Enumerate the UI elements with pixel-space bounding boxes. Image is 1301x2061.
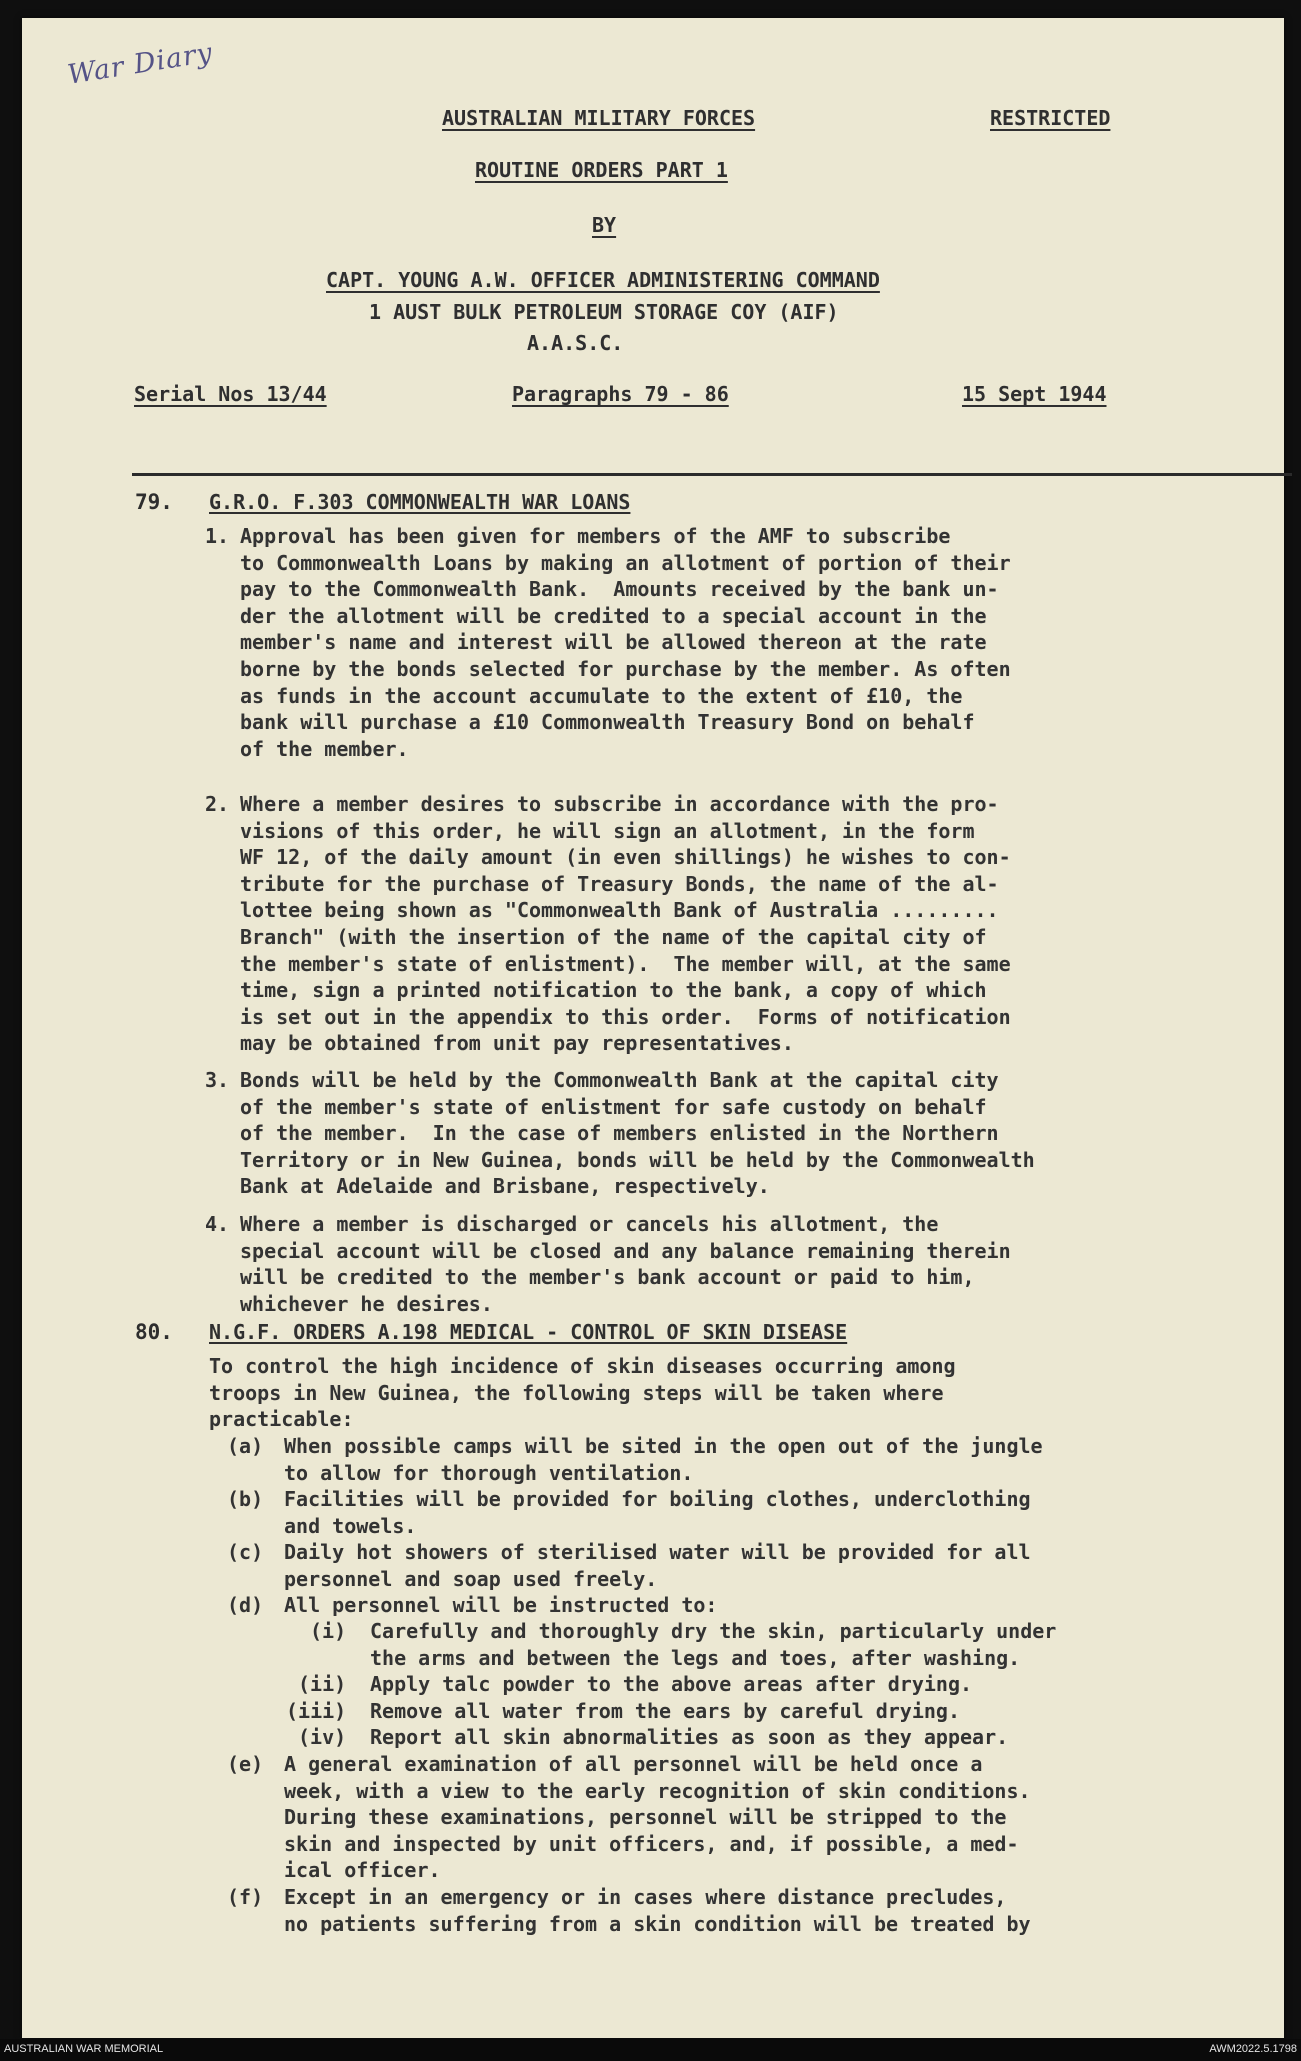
- item-label: (e): [227, 1752, 264, 1776]
- document-page: [22, 18, 1284, 2038]
- archive-footer: [0, 2039, 1301, 2061]
- item-text: Where a member desires to subscribe in accordance with the pro- visions of this order, he will sign an allotment, in the form WF 12, of the daily amount (in even shillings) he wishes to con- tribute for the purchase of Treasury Bonds, the name of the al- lottee being shown as "Commonwealth Bank of Australia ......... Branch" (with the insertion of the name of the capital city of the member's state of enlistment). The member will, at the same time, sign a printed notification to the bank, a copy of which is set out in the appendix to this order. Forms of notification may be obtained from unit pay representatives.: [240, 792, 1011, 1056]
- item-label: (iii): [286, 1699, 347, 1723]
- item-label: 2.: [205, 792, 230, 816]
- section-title: G.R.O. F.303 COMMONWEALTH WAR LOANS: [209, 490, 631, 514]
- item-text: Carefully and thoroughly dry the skin, particularly under the arms and between the legs and toes, after washing.: [370, 1619, 1057, 1670]
- header-divider: [132, 473, 1292, 476]
- section-number: 79.: [135, 490, 173, 514]
- handwritten-note: War Diary: [65, 37, 216, 91]
- item-text: Apply talc powder to the above areas after drying.: [370, 1672, 973, 1696]
- item-text: Remove all water from the ears by careful drying.: [370, 1699, 961, 1723]
- officer-line: CAPT. YOUNG A.W. OFFICER ADMINISTERING COMMAND: [326, 268, 880, 292]
- unit-line: 1 AUST BULK PETROLEUM STORAGE COY (AIF): [369, 300, 839, 324]
- item-text: All personnel will be instructed to:: [284, 1593, 718, 1617]
- item-text: Report all skin abnormalities as soon as they appear.: [370, 1725, 1009, 1749]
- item-label: (b): [227, 1487, 264, 1511]
- item-text: When possible camps will be sited in the open out of the jungle to allow for thorough ventilation.: [284, 1434, 1043, 1485]
- classification-label: RESTRICTED: [990, 106, 1111, 130]
- item-label: (a): [227, 1434, 264, 1458]
- item-text: Facilities will be provided for boiling clothes, underclothing and towels.: [284, 1487, 1031, 1538]
- item-label: (c): [227, 1540, 264, 1564]
- item-text: Approval has been given for members of the AMF to subscribe to Commonwealth Loans by making an allotment of portion of their pay to the Commonwealth Bank. Amounts received by the bank un- der the allotment will be credited to a special account in the member's name and interest will be allowed thereon at the rate borne by the bonds selected for purchase by the member. As often as funds in the account accumulate to the extent of £10, the bank will purchase a £10 Commonwealth Treasury Bond on behalf of the member.: [240, 524, 1011, 761]
- section-title: N.G.F. ORDERS A.198 MEDICAL - CONTROL OF SKIN DISEASE: [209, 1320, 848, 1344]
- item-label: 1.: [205, 524, 230, 548]
- item-label: (f): [227, 1885, 264, 1909]
- by-label: BY: [592, 213, 617, 237]
- paragraph-range: Paragraphs 79 - 86: [512, 382, 729, 406]
- order-date: 15 Sept 1944: [962, 382, 1107, 406]
- document-title: AUSTRALIAN MILITARY FORCES: [442, 106, 756, 130]
- item-label: (iv): [298, 1725, 347, 1749]
- item-label: (d): [227, 1593, 264, 1617]
- section-number: 80.: [135, 1320, 173, 1344]
- serial-number: Serial Nos 13/44: [134, 382, 327, 406]
- corps-line: A.A.S.C.: [527, 331, 624, 355]
- item-text: Bonds will be held by the Commonwealth Bank at the capital city of the member's state of enlistment for safe custody on behalf of the member. In the case of members enlisted in the Northern Territory or in New Guinea, bonds will be held by the Commonwealth Bank at Adelaide and Brisbane, respectively.: [240, 1068, 1035, 1199]
- item-text: Where a member is discharged or cancels his allotment, the special account will be closed and any balance remaining therein will be credited to the member's bank account or paid to him, whichever he desires.: [240, 1212, 1011, 1316]
- item-label: (i): [310, 1619, 347, 1643]
- section-intro: To control the high incidence of skin diseases occurring among troops in New Guinea, the following steps will be taken where practicable:: [209, 1354, 956, 1432]
- footer-reference: AWM2022.5.1798: [1209, 2043, 1297, 2055]
- item-text: A general examination of all personnel will be held once a week, with a view to the early recognition of skin conditions. During these examinations, personnel will be stripped to the skin and inspected by unit officers, and, if possible, a med- ical officer.: [284, 1752, 1031, 1883]
- footer-source: AUSTRALIAN WAR MEMORIAL: [4, 2043, 164, 2055]
- item-label: (ii): [298, 1672, 347, 1696]
- item-label: 3.: [205, 1068, 230, 1092]
- item-label: 4.: [205, 1212, 230, 1236]
- item-text: Daily hot showers of sterilised water will be provided for all personnel and soap used freely.: [284, 1540, 1031, 1591]
- document-subtitle: ROUTINE ORDERS PART 1: [475, 158, 728, 182]
- item-text: Except in an emergency or in cases where distance precludes, no patients suffering from a skin condition will be treated by: [284, 1885, 1031, 1936]
